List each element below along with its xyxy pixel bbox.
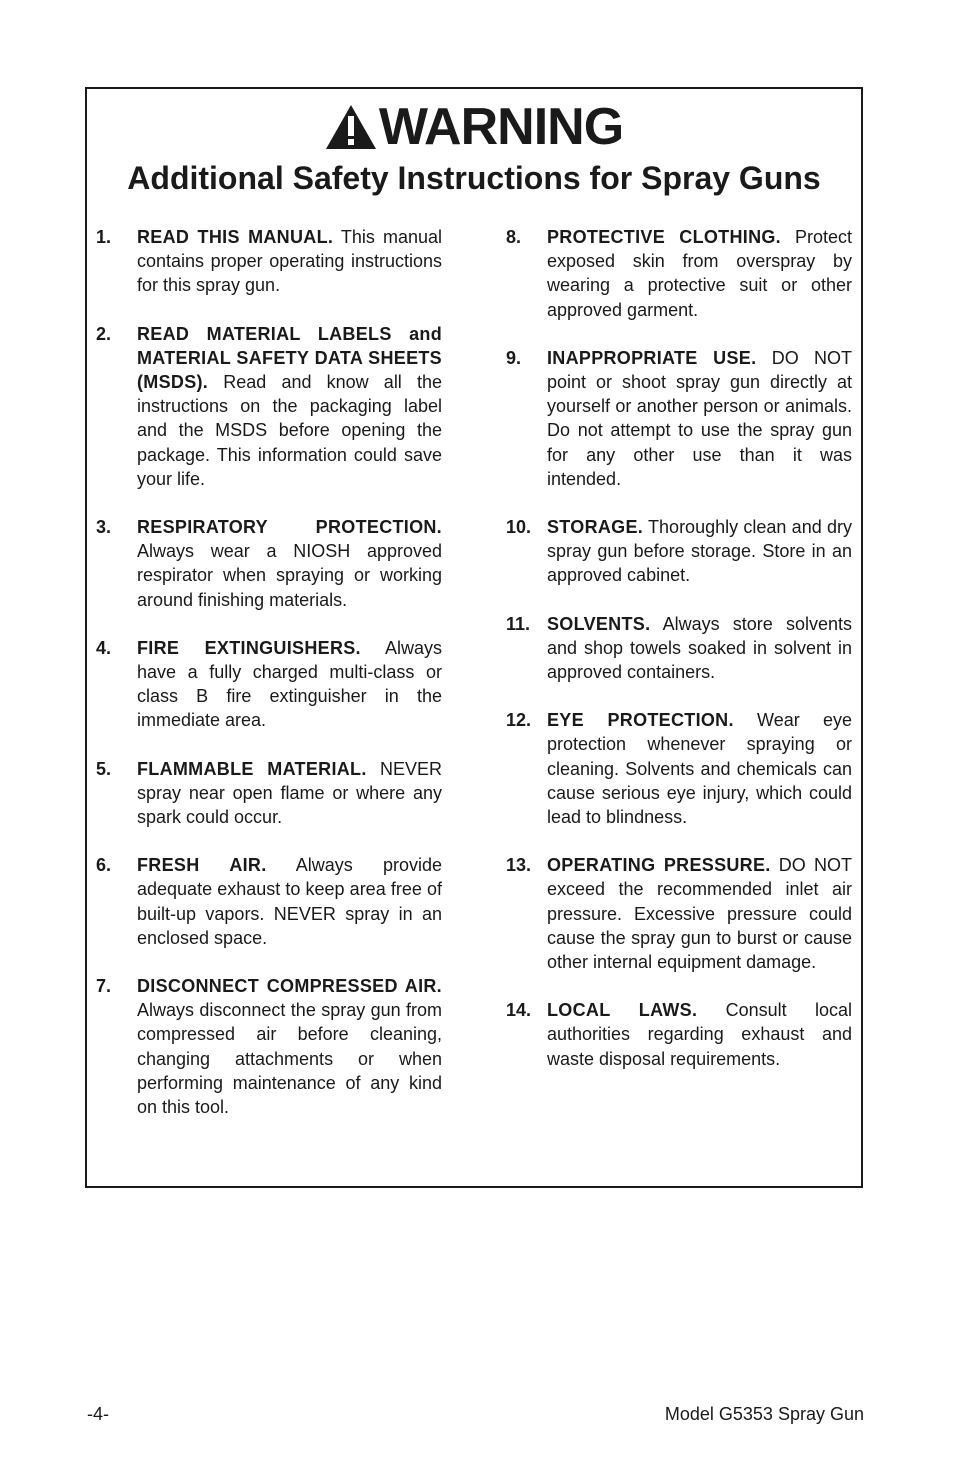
item-text: Protect exposed skin from overspray by wearing a protective suit or other approved garment. [547,227,852,320]
item-heading: STORAGE. [547,517,644,538]
safety-item-11 [506,612,852,685]
warning-title [325,99,623,155]
item-heading: FRESH AIR. [137,855,267,876]
item-body [547,612,852,685]
page-number: -4- [87,1404,109,1424]
safety-item-5 [96,757,442,830]
item-body [137,757,442,830]
item-number: 12. [506,710,532,731]
item-heading: EYE PROTECTION. [547,710,734,731]
item-text: This manual contains proper operating instructions for this spray gun. [137,227,442,296]
item-number: 11. [506,613,531,634]
item-body [137,636,442,733]
item-body [137,974,442,1119]
item-text: Always have a fully charged multi-class or class B fire extinguisher in the immediate area. [137,637,442,731]
item-body [547,998,852,1071]
item-number: 3. [96,517,112,538]
item-body [137,322,442,491]
item-text: NEVER spray near open flame or where any spark could occur. [137,758,442,828]
warning-box [85,87,863,1188]
item-body [137,515,442,612]
item-heading: READ MATERIAL LABELS and MATERIAL SAFETY DATA SHEETS (MSDS). [137,323,442,393]
item-text: Thoroughly clean and dry spray gun before storage. Store in an approved cabinet. [547,517,852,586]
item-number: 2. [96,323,112,344]
item-number: 7. [96,976,112,997]
item-heading: FLAMMABLE MATERIAL. [137,758,367,779]
item-text: Always store solvents and shop towels soaked in solvent in approved containers. [547,613,852,683]
item-body [137,225,442,298]
item-number: 6. [96,855,112,876]
item-number: 10. [506,517,532,538]
warning-header [87,99,861,197]
item-heading: FIRE EXTINGUISHERS. [137,637,361,658]
safety-item-6 [96,853,442,950]
safety-item-9 [506,346,852,491]
safety-item-2 [96,322,442,491]
item-number: 4. [96,637,112,658]
safety-item-3 [96,515,442,612]
item-heading: DISCONNECT COMPRESSED AIR. [137,976,442,997]
item-number: 5. [96,758,112,779]
item-number: 1. [96,227,112,247]
safety-item-7 [96,974,442,1119]
page-subtitle: Additional Safety Instructions for Spray Guns [127,160,821,196]
item-body [137,853,442,950]
item-text: Always provide adequate exhaust to keep area free of built-up vapors. NEVER spray in an enclosed space. [137,855,442,948]
item-heading: PROTECTIVE CLOTHING. [547,227,781,247]
safety-item-10 [506,515,852,588]
item-body [547,225,852,322]
item-text: DO NOT exceed the recommended inlet air pressure. Excessive pressure could cause the spray gun to burst or cause other internal equipment damage. [547,855,852,973]
item-heading: RESPIRATORY PROTECTION. [137,517,442,538]
item-number: 8. [506,227,522,247]
item-heading: SOLVENTS. [547,613,651,634]
item-body [547,708,852,829]
item-heading: INAPPROPRIATE USE. [547,347,757,368]
safety-item-8 [506,225,852,322]
item-body [547,853,852,974]
item-number: 13. [506,855,532,876]
item-text: Always disconnect the spray gun from compressed air before cleaning, changing attachments or when performing maintenance of any kind on this tool. [137,1000,442,1118]
safety-item-4 [96,636,442,733]
item-heading: LOCAL LAWS. [547,1000,698,1021]
safety-item-14 [506,998,852,1071]
item-text: DO NOT point or shoot spray gun directly at yourself or another person or animals. Do not attempt to use the spray gun for any other use than it was intended. [547,347,852,489]
left-column [96,225,442,1143]
right-column [506,225,852,1095]
warning-label: WARNING [378,98,624,156]
item-body [547,346,852,491]
safety-item-1 [96,225,442,298]
warning-triangle-icon [325,104,377,150]
safety-item-12 [506,708,852,829]
item-body [547,515,852,588]
model-name: Model G5353 Spray Gun [664,1404,864,1424]
safety-item-13 [506,853,852,974]
item-text: Always wear a NIOSH approved respirator when spraying or working around finishing materials. [137,541,442,610]
item-text: Consult local authorities regarding exhaust and waste disposal requirements. [547,1000,852,1069]
item-heading: READ THIS MANUAL. [137,227,334,247]
item-number: 9. [506,347,522,368]
item-heading: OPERATING PRESSURE. [547,855,771,876]
item-text: Read and know all the instructions on the packaging label and the MSDS before opening the package. This information could save your life. [137,372,442,489]
item-number: 14. [506,1000,532,1021]
item-text: Wear eye protection whenever spraying or cleaning. Solvents and chemicals can cause serious eye injury, which could lead to blindness. [547,710,852,828]
